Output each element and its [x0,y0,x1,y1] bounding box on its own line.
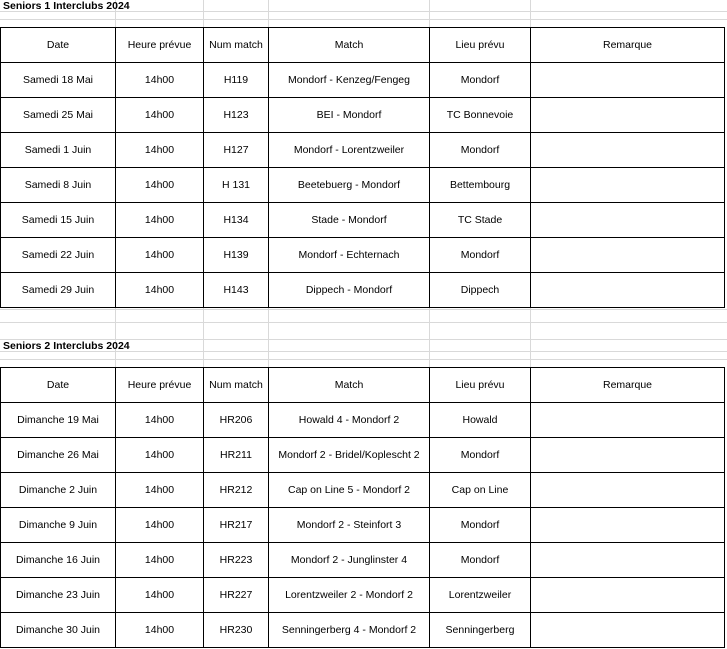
time-cell[interactable]: 14h00 [116,63,204,98]
match-cell[interactable]: Beetebuerg - Mondorf [269,168,430,203]
table-row [1,473,725,508]
table-row [1,613,725,648]
venue-cell[interactable]: TC Bonnevoie [430,98,531,133]
header-cell-match[interactable]: Match [269,28,430,63]
venue-cell[interactable]: Cap on Line [430,473,531,508]
remark-cell[interactable] [531,438,725,473]
section-title-seniors2[interactable]: Seniors 2 Interclubs 2024 [3,340,130,352]
time-cell[interactable]: 14h00 [116,508,204,543]
date-cell[interactable]: Dimanche 16 Juin [1,543,116,578]
time-cell[interactable]: 14h00 [116,273,204,308]
date-cell[interactable]: Dimanche 26 Mai [1,438,116,473]
venue-cell[interactable]: Mondorf [430,133,531,168]
table-row [1,238,725,273]
match-cell[interactable]: Stade - Mondorf [269,203,430,238]
gridline [0,322,727,323]
gridline [530,307,531,367]
gridline [429,0,430,27]
table-row [1,98,725,133]
date-cell[interactable]: Samedi 18 Mai [1,63,116,98]
header-row [1,28,725,63]
time-cell[interactable]: 14h00 [116,578,204,613]
remark-cell[interactable] [531,63,725,98]
time-cell[interactable]: 14h00 [116,438,204,473]
header-cell-remark[interactable]: Remarque [531,368,725,403]
remark-cell[interactable] [531,508,725,543]
table-body [1,28,725,308]
table-row [1,203,725,238]
match-cell[interactable]: Mondorf - Kenzeg/Fengeg [269,63,430,98]
match-number-cell[interactable]: H139 [204,238,269,273]
date-cell[interactable]: Dimanche 23 Juin [1,578,116,613]
gridline [203,307,204,367]
gridline [115,307,116,367]
header-cell-date[interactable]: Date [1,368,116,403]
table-row [1,508,725,543]
remark-cell[interactable] [531,473,725,508]
header-cell-match-number[interactable]: Num match [204,368,269,403]
remark-cell[interactable] [531,238,725,273]
match-number-cell[interactable]: H127 [204,133,269,168]
time-cell[interactable]: 14h00 [116,403,204,438]
table-row [1,578,725,613]
date-cell[interactable]: Dimanche 30 Juin [1,613,116,648]
match-number-cell[interactable]: HR223 [204,543,269,578]
venue-cell[interactable]: Lorentzweiler [430,578,531,613]
match-number-cell[interactable]: HR230 [204,613,269,648]
match-cell[interactable]: Dippech - Mondorf [269,273,430,308]
remark-cell[interactable] [531,203,725,238]
time-cell[interactable]: 14h00 [116,168,204,203]
table-body [1,368,725,648]
date-cell[interactable]: Dimanche 2 Juin [1,473,116,508]
time-cell[interactable]: 14h00 [116,203,204,238]
time-cell[interactable]: 14h00 [116,98,204,133]
venue-cell[interactable]: Mondorf [430,63,531,98]
match-cell[interactable]: Mondorf 2 - Bridel/Koplescht 2 [269,438,430,473]
venue-cell[interactable]: Senningerberg [430,613,531,648]
time-cell[interactable]: 14h00 [116,238,204,273]
date-cell[interactable]: Dimanche 9 Juin [1,508,116,543]
match-number-cell[interactable]: H 131 [204,168,269,203]
remark-cell[interactable] [531,543,725,578]
gridline [268,307,269,367]
remark-cell[interactable] [531,613,725,648]
date-cell[interactable]: Samedi 15 Juin [1,203,116,238]
table-row [1,403,725,438]
schedule-table-seniors1 [0,27,725,308]
table-row [1,543,725,578]
header-cell-match[interactable]: Match [269,368,430,403]
venue-cell[interactable]: Mondorf [430,238,531,273]
match-cell[interactable]: Mondorf - Lorentzweiler [269,133,430,168]
gridline [268,0,269,27]
remark-cell[interactable] [531,98,725,133]
gridline [203,0,204,27]
table-row [1,133,725,168]
venue-cell[interactable]: Dippech [430,273,531,308]
gridline [0,309,727,310]
venue-cell[interactable]: TC Stade [430,203,531,238]
venue-cell[interactable]: Bettembourg [430,168,531,203]
match-number-cell[interactable]: H123 [204,98,269,133]
header-cell-remark[interactable]: Remarque [531,28,725,63]
match-cell[interactable]: BEI - Mondorf [269,98,430,133]
match-number-cell[interactable]: HR211 [204,438,269,473]
remark-cell[interactable] [531,578,725,613]
table-row [1,168,725,203]
gridline [0,359,727,360]
header-cell-date[interactable]: Date [1,28,116,63]
header-row [1,368,725,403]
date-cell[interactable]: Samedi 8 Juin [1,168,116,203]
match-cell[interactable]: Mondorf 2 - Steinfort 3 [269,508,430,543]
remark-cell[interactable] [531,168,725,203]
header-cell-venue[interactable]: Lieu prévu [430,368,531,403]
date-cell[interactable]: Dimanche 19 Mai [1,403,116,438]
venue-cell[interactable]: Mondorf [430,543,531,578]
venue-cell[interactable]: Mondorf [430,508,531,543]
match-number-cell[interactable]: H119 [204,63,269,98]
match-cell[interactable]: Senningerberg 4 - Mondorf 2 [269,613,430,648]
time-cell[interactable]: 14h00 [116,133,204,168]
header-cell-time[interactable]: Heure prévue [116,368,204,403]
remark-cell[interactable] [531,273,725,308]
date-cell[interactable]: Samedi 1 Juin [1,133,116,168]
gridline [429,307,430,367]
match-number-cell[interactable]: H134 [204,203,269,238]
match-number-cell[interactable]: H143 [204,273,269,308]
match-cell[interactable]: Howald 4 - Mondorf 2 [269,403,430,438]
match-number-cell[interactable]: HR227 [204,578,269,613]
schedule-table-seniors2 [0,367,725,648]
match-cell[interactable]: Lorentzweiler 2 - Mondorf 2 [269,578,430,613]
table-row [1,63,725,98]
date-cell[interactable]: Samedi 22 Juin [1,238,116,273]
time-cell[interactable]: 14h00 [116,613,204,648]
date-cell[interactable]: Samedi 25 Mai [1,98,116,133]
gridline [530,0,531,27]
table-row [1,273,725,308]
table-row [1,438,725,473]
match-number-cell[interactable]: HR217 [204,508,269,543]
header-cell-time[interactable]: Heure prévue [116,28,204,63]
match-cell[interactable]: Cap on Line 5 - Mondorf 2 [269,473,430,508]
match-number-cell[interactable]: HR212 [204,473,269,508]
match-cell[interactable]: Mondorf - Echternach [269,238,430,273]
remark-cell[interactable] [531,133,725,168]
date-cell[interactable]: Samedi 29 Juin [1,273,116,308]
header-cell-venue[interactable]: Lieu prévu [430,28,531,63]
header-cell-match-number[interactable]: Num match [204,28,269,63]
match-number-cell[interactable]: HR206 [204,403,269,438]
time-cell[interactable]: 14h00 [116,473,204,508]
venue-cell[interactable]: Mondorf [430,438,531,473]
remark-cell[interactable] [531,403,725,438]
venue-cell[interactable]: Howald [430,403,531,438]
time-cell[interactable]: 14h00 [116,543,204,578]
gridline [0,19,727,20]
match-cell[interactable]: Mondorf 2 - Junglinster 4 [269,543,430,578]
section-title-seniors1[interactable]: Seniors 1 Interclubs 2024 [3,0,130,12]
